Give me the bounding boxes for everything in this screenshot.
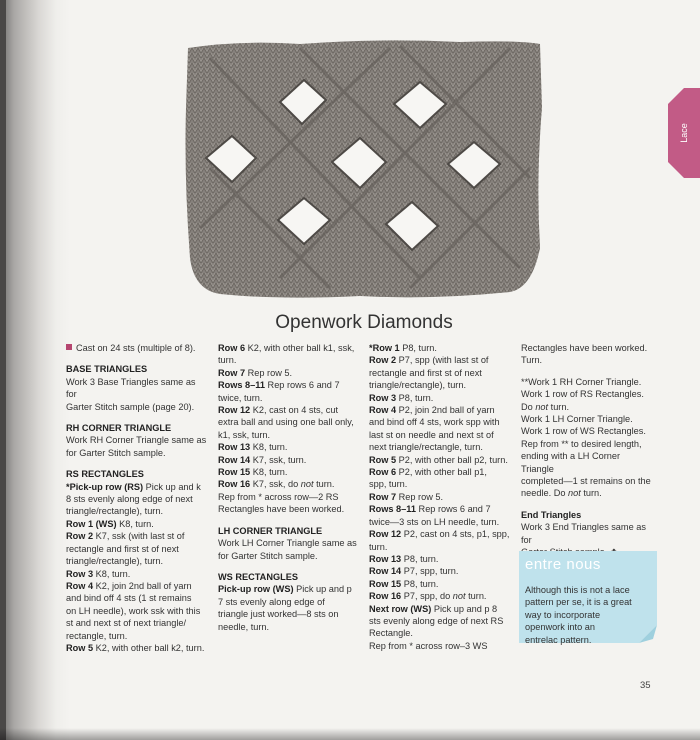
rs-rows-continued: Row 6 K2, with other ball k1, ssk, turn. Row 7 Rep row 5. Rows 8–11 Rep rows 6 and 7 twice, turn. Row 12 K2, cast on 4 sts, cut extra ball and using one ball only, k1, ssk, turn. Row 13 K8, turn. Row 14 K7, ssk, turn. Row 15 K8, turn. Row 16 K7, ssk, do not turn. Rep from * across row—2 RS Rectangles have been worked. [218,343,355,515]
base-triangles-section: BASE TRIANGLES Work 3 Base Triangles same as for Garter Stitch sample (page 20). [66,363,208,413]
book-spine-edge [0,0,6,740]
ws-rectangles-section: WS RECTANGLES Pick-up row (WS) Pick up and p 7 sts evenly along edge of triangle just worked—8 sts on needle, turn. [218,571,360,633]
page-bottom-shadow [0,728,700,740]
bullet-square-icon [66,344,72,350]
section-heading: RH CORNER TRIANGLE [66,423,172,434]
ws-rows-continued: Rectangles have been worked. Turn. [521,343,648,366]
section-heading: WS RECTANGLES [218,571,298,582]
repeat-instructions: **Work 1 RH Corner Triangle. Work 1 row of RS Rectangles. Do not turn. Work 1 LH Corner Triangle. Work 1 row of WS Rectangles. Rep from ** to desired length, ending with a LH Corner Triangle completed—1 st remains on the needle. Do not turn. [521,376,651,499]
section-heading: End Triangles [521,509,582,520]
section-heading: RS RECTANGLES [66,469,144,480]
section-tab-label: Lace [679,123,689,143]
section-heading: BASE TRIANGLES [66,364,148,375]
cast-on-note: Cast on 24 sts (multiple of 8). [66,342,208,354]
ws-rows: *Row 1 P8, turn. Row 2 P7, spp (with last st of rectangle and first st of next triangle/rectangle), turn. Row 3 P8, turn. Row 4 P2, join 2nd ball of yarn and bind off 4 sts, work spp with last st on needle and next st of next triangle/rectangle, turn. Row 5 P2, with other ball p2, turn. Row 6 P2, with other ball p1, spp, turn. Row 7 Rep row 5. Rows 8–11 Rep rows 6 and 7 twice—3 sts on LH needle, turn. Row 12 P2, cast on 4 sts, p1, spp, turn. Row 13 P8, turn. Row 14 P7, spp, turn. Row 15 P8, turn. Row 16 P7, spp, do not turn. Next row (WS) Pick up and p 8 sts evenly along edge of next RS Rectangle. Rep from * across row–3 WS [369,343,510,651]
end-triangles-section: End Triangles Work 3 End Triangles same as for [521,509,651,559]
page-number: 35 [640,680,651,691]
callout-body: Although this is not a lace pattern per se, it is a great way to incorporate openwork into an entrelac pattern. [525,585,632,645]
page-curl-icon [639,625,657,643]
lh-corner-section: LH CORNER TRIANGLE Work LH Corner Triangle same as for Garter Stitch sample. [218,525,360,562]
column-2 [218,342,360,642]
knitted-swatch-photo [180,38,546,300]
column-4 [521,342,651,568]
callout-title: entre nous [525,556,601,573]
column-3 [369,342,511,661]
column-1 [66,342,208,663]
page-title: Openwork Diamonds [275,312,453,333]
book-spine-shadow [0,0,70,740]
rh-corner-section: RH CORNER TRIANGLE Work RH Corner Triangle same as for Garter Stitch sample. [66,423,207,458]
section-heading: LH CORNER TRIANGLE [218,525,323,536]
rs-rectangles-section: RS RECTANGLES *Pick-up row (RS) Pick up and k 8 sts evenly along edge of next triangle/rectangle), turn. Row 1 (WS) K8, turn. Row 2 K7, ssk (with last st of rectangle and first st of next triangle/rectangle), turn. Row 3 K8, turn. Row 4 K2, join 2nd ball of yarn and bind off 4 sts (1 st remains on LH needle), work ssk with this st and next st of next triangle/ rectangle, turn. Row 5 K2, with other ball k2, turn. [66,468,208,654]
